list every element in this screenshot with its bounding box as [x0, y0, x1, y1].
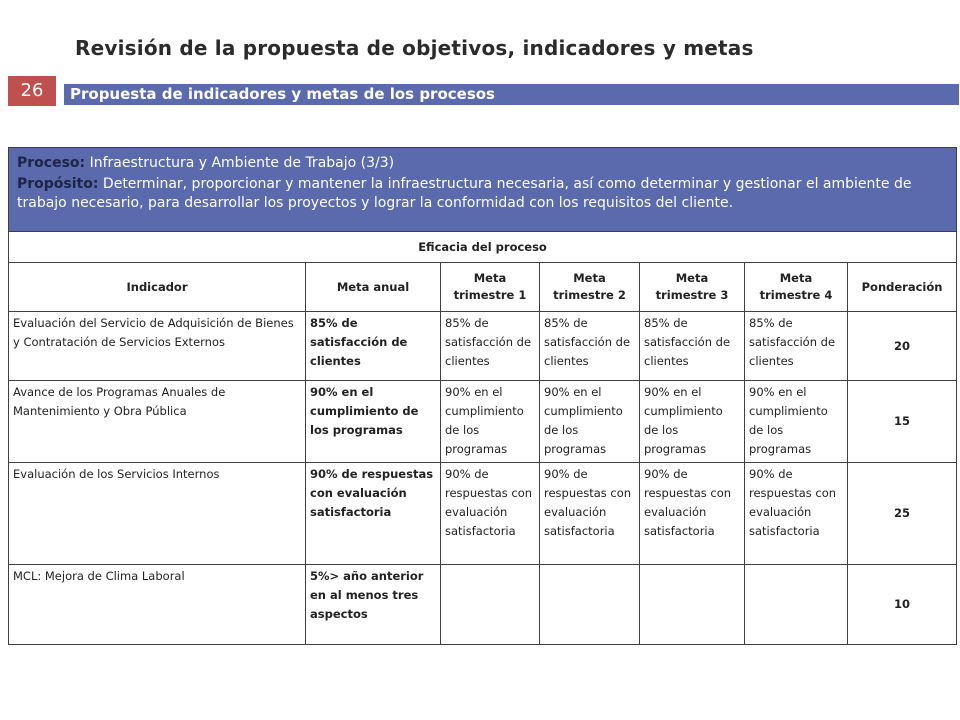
process-label: Proceso: — [17, 155, 86, 171]
weight-cell: 10 — [848, 565, 957, 645]
q3-goal-cell: 90% de respuestas con evaluación satisfactoria — [640, 463, 745, 565]
table-row — [9, 463, 957, 565]
q4-goal-cell: 90% de respuestas con evaluación satisfactoria — [745, 463, 848, 565]
section-title: Eficacia del proceso — [9, 232, 957, 263]
q1-goal-cell: 85% de satisfacción de clientes — [441, 312, 540, 381]
q3-goal-cell — [640, 565, 745, 645]
section-row — [9, 232, 957, 263]
col-q1: Meta trimestre 1 — [441, 263, 540, 312]
indicator-cell: MCL: Mejora de Clima Laboral — [9, 565, 306, 645]
table-row — [9, 312, 957, 381]
process-header-row — [9, 148, 957, 232]
q2-goal-cell: 90% de respuestas con evaluación satisfactoria — [540, 463, 640, 565]
weight-cell: 20 — [848, 312, 957, 381]
slide-title: Revisión de la propuesta de objetivos, indicadores y metas — [75, 36, 754, 60]
section-subtitle: Propuesta de indicadores y metas de los procesos — [64, 84, 959, 105]
col-indicator: Indicador — [9, 263, 306, 312]
purpose-value: Determinar, proporcionar y mantener la infraestructura necesaria, así como determinar y gestionar el ambiente de trabajo necesario, para desarrollar los proyectos y lograr la conformidad con los requisitos del cliente. — [17, 176, 912, 211]
weight-cell: 15 — [848, 381, 957, 463]
q2-goal-cell — [540, 565, 640, 645]
process-value: Infraestructura y Ambiente de Trabajo (3/3) — [85, 155, 395, 171]
q4-goal-cell — [745, 565, 848, 645]
process-table — [8, 147, 957, 645]
slide-number: 26 — [8, 76, 56, 106]
q3-goal-cell: 90% en el cumplimiento de los programas — [640, 381, 745, 463]
q1-goal-cell: 90% de respuestas con evaluación satisfactoria — [441, 463, 540, 565]
table-row — [9, 565, 957, 645]
indicator-cell: Evaluación de los Servicios Internos — [9, 463, 306, 565]
col-q2: Meta trimestre 2 — [540, 263, 640, 312]
col-weight: Ponderación — [848, 263, 957, 312]
table-row — [9, 381, 957, 463]
annual-goal-cell: 85% de satisfacción de clientes — [306, 312, 441, 381]
process-header — [9, 148, 957, 232]
q2-goal-cell: 85% de satisfacción de clientes — [540, 312, 640, 381]
q1-goal-cell: 90% en el cumplimiento de los programas — [441, 381, 540, 463]
annual-goal-cell: 90% en el cumplimiento de los programas — [306, 381, 441, 463]
q4-goal-cell: 90% en el cumplimiento de los programas — [745, 381, 848, 463]
col-annual: Meta anual — [306, 263, 441, 312]
col-q4: Meta trimestre 4 — [745, 263, 848, 312]
indicator-cell: Evaluación del Servicio de Adquisición de Bienes y Contratación de Servicios Externos — [9, 312, 306, 381]
q2-goal-cell: 90% en el cumplimiento de los programas — [540, 381, 640, 463]
q4-goal-cell: 85% de satisfacción de clientes — [745, 312, 848, 381]
annual-goal-cell: 5%> año anterior en al menos tres aspectos — [306, 565, 441, 645]
purpose-label: Propósito: — [17, 176, 99, 192]
weight-cell: 25 — [848, 463, 957, 565]
col-q3: Meta trimestre 3 — [640, 263, 745, 312]
annual-goal-cell: 90% de respuestas con evaluación satisfactoria — [306, 463, 441, 565]
q3-goal-cell: 85% de satisfacción de clientes — [640, 312, 745, 381]
indicator-cell: Avance de los Programas Anuales de Mantenimiento y Obra Pública — [9, 381, 306, 463]
q1-goal-cell — [441, 565, 540, 645]
column-header-row — [9, 263, 957, 312]
